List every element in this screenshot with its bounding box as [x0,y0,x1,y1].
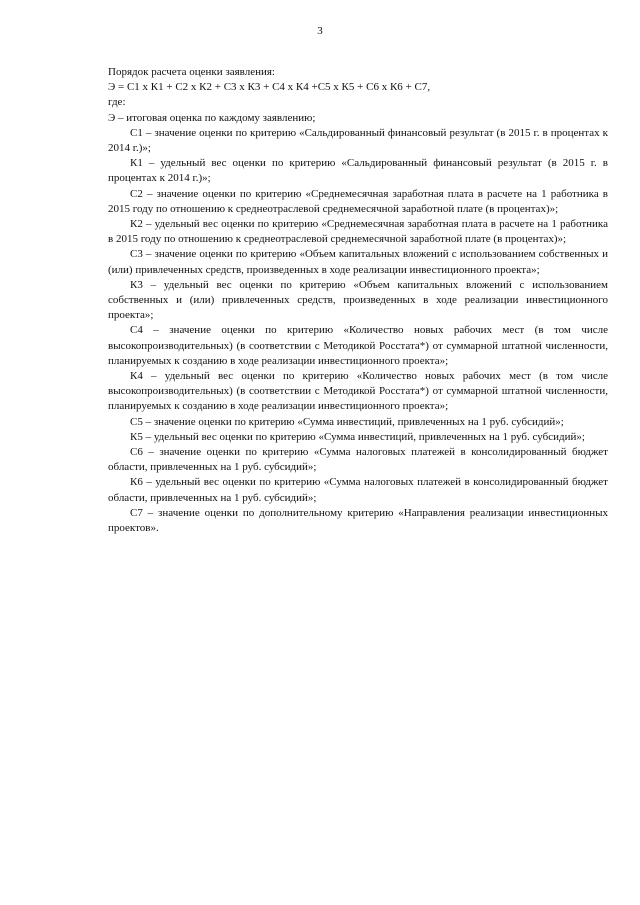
definition-k3: К3 – удельный вес оценки по критерию «Объем капитальных вложений с использованием собственных и (или) привлеченных средств, произведенных в ходе реализации инвестиционного проекта»; [108,278,608,322]
definition-k5: К5 – удельный вес оценки по критерию «Сумма инвестиций, привлеченных на 1 руб. субсидий»; [130,430,585,443]
definition-c7: С7 – значение оценки по дополнительному критерию «Направления реализации инвестиционных проектов». [108,506,608,535]
intro-line-1: Порядок расчета оценки заявления: [108,66,275,78]
intro-lines [108,65,608,126]
definition-c4: С4 – значение оценки по критерию «Количество новых рабочих мест (в том числе высокопроизводительных) (в соответствии с Методикой Росстата*) от суммарной штатной численности, планируемых к созданию в ходе реализации инвестиционного проекта»; [108,324,608,367]
page-number: 3 [317,25,323,37]
definition-c1: С1 – значение оценки по критерию «Сальдированный финансовый результат (в 2015 г. в процентах к 2014 г.)»; [108,126,608,155]
where-line: где: [108,96,126,109]
definition-k1: К1 – удельный вес оценки по критерию «Сальдированный финансовый результат (в 2015 г. в процентах к 2014 г.)»; [108,157,608,185]
definition-c3: С3 – значение оценки по критерию «Объем капитальных вложений с использованием собственных и (или) привлеченных средств, произведенных в ходе реализации инвестиционного проекта»; [108,248,608,276]
e-definition-line: Э – итоговая оценка по каждому заявлению; [108,111,316,124]
definition-c5: С5 – значение оценки по критерию «Сумма инвестиций, привлеченных на 1 руб. субсидий»; [130,415,564,428]
formula-line: Э = С1 х К1 + С2 х К2 + С3 х К3 + С4 х К4 +С5 х К5 + С6 х К6 + С7, [108,81,431,94]
document-body [108,65,608,536]
definition-k4: К4 – удельный вес оценки по критерию «Количество новых рабочих мест (в том числе высокопроизводительных) (в соответствии с Методикой Росстата*) от суммарной штатной численности, планируемых к созданию в ходе реализации инвестиционного проекта»; [108,370,608,413]
definitions-list [108,126,608,536]
definition-c2: С2 – значение оценки по критерию «Среднемесячная заработная плата в расчете на 1 работника в 2015 году по отношению к среднеотраслевой среднемесячной заработной плате (в процентах)»; [108,187,608,215]
definition-k6: К6 – удельный вес оценки по критерию «Сумма налоговых платежей в консолидированный бюджет области, привлеченных на 1 руб. субсидий»; [108,476,608,504]
definition-k2: К2 – удельный вес оценки по критерию «Среднемесячная заработная плата в расчете на 1 работника в 2015 году по отношению к среднеотраслевой среднемесячной заработной плате (в процентах)»; [108,218,608,246]
definition-c6: С6 – значение оценки по критерию «Сумма налоговых платежей в консолидированный бюджет области, привлеченных на 1 руб. субсидий»; [108,446,608,474]
